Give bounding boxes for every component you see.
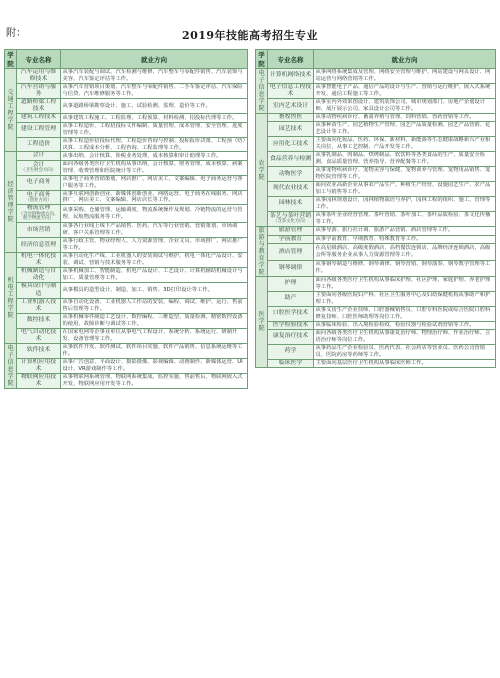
major-cell bbox=[17, 160, 61, 175]
employment-cell: 从事工程造价招投标代理、工程造价咨询与控制、投标报价决策、工程预（结）决算、工程成本分析、工程咨询、工程监理等工作。 bbox=[61, 137, 248, 152]
table-row bbox=[256, 306, 496, 321]
major-name: 电气自动化技术 bbox=[20, 328, 57, 342]
major-name: 机械制造与自动化 bbox=[20, 268, 57, 282]
major-note: （含冷链物流方向、航空物流方向） bbox=[18, 211, 59, 222]
major-cell bbox=[268, 182, 314, 197]
employment-cell: 面向农业高新企业从事农产品生产、种植生产经营、设施园艺生产、农产品加工与销售等工作。 bbox=[314, 182, 496, 197]
major-cell bbox=[268, 276, 314, 291]
table-row bbox=[5, 84, 248, 99]
college-cell: 交通工程学院 bbox=[5, 69, 17, 152]
table-row bbox=[256, 359, 496, 367]
major-name: 室内艺术设计 bbox=[272, 102, 309, 109]
employment-cell: 从事导游、旅行社计调、旅游产品营销、酒店管理等工作。 bbox=[314, 226, 496, 235]
major-note: （卫生财会方向） bbox=[20, 167, 57, 173]
major-name: 市场营销 bbox=[26, 226, 51, 233]
table-row bbox=[256, 114, 496, 122]
college-header: 学院 bbox=[5, 50, 17, 69]
major-cell bbox=[268, 244, 314, 260]
employment-cell: 从事汽车装配与调试、汽车检测与维修、汽车整车与零配件销售、汽车装饰与美容、汽车鉴定评估等工作。 bbox=[61, 69, 248, 84]
major-cell bbox=[17, 84, 61, 99]
major-name: 动物医学 bbox=[278, 170, 303, 177]
major-cell bbox=[17, 99, 61, 114]
major-cell bbox=[17, 298, 61, 313]
major-cell bbox=[17, 223, 61, 238]
table-row bbox=[256, 122, 496, 137]
table-row bbox=[5, 99, 248, 114]
table-row bbox=[256, 182, 496, 197]
table-row bbox=[256, 83, 496, 98]
major-cell bbox=[17, 253, 61, 268]
major-cell bbox=[268, 137, 314, 152]
major-cell bbox=[268, 226, 314, 235]
table-row bbox=[5, 114, 248, 122]
major-name: 道路桥梁工程技术 bbox=[20, 99, 57, 113]
major-header: 专业名称 bbox=[17, 50, 61, 69]
major-cell bbox=[268, 306, 314, 321]
major-cell bbox=[17, 328, 61, 343]
major-name: 药学 bbox=[284, 348, 297, 355]
major-cell bbox=[17, 343, 61, 358]
table-row bbox=[5, 238, 248, 253]
table-row bbox=[256, 235, 496, 244]
major-name: 汽车运用与维修技术 bbox=[20, 69, 57, 83]
header-row bbox=[5, 50, 248, 69]
college-cell: 经济管理学院 bbox=[5, 152, 17, 253]
table-row bbox=[5, 152, 248, 160]
major-name: 会计 bbox=[32, 152, 45, 159]
table-row bbox=[5, 253, 248, 268]
major-name: 康复治疗技术 bbox=[272, 333, 309, 340]
college-cell: 医学院 bbox=[256, 276, 268, 367]
major-cell bbox=[268, 99, 314, 114]
college-cell: 电子信息学院 bbox=[256, 69, 268, 114]
major-name: 现代农业技术 bbox=[272, 185, 309, 192]
header-row bbox=[256, 50, 496, 69]
college-cell: 电子信息学院 bbox=[5, 343, 17, 388]
major-name: 建筑工程技术 bbox=[20, 114, 57, 121]
table-row bbox=[5, 313, 248, 328]
major-cell bbox=[268, 83, 314, 98]
major-name: 计算机应用技术 bbox=[20, 358, 57, 372]
table-row bbox=[256, 69, 496, 84]
employment-cell: 从事种苗生产、园艺植物生产管理、园艺产品质量检测、园艺产品营销、花艺设计等工作。 bbox=[314, 122, 496, 137]
employment-cell: 从事出纳、会计核算、涉税业务处理、成本核算和审计助理等工作。 bbox=[61, 152, 248, 160]
employment-cell: 从事汽车营销项目策划、汽车整车与零配件销售、二手车鉴定评估、汽车保险与信贷、汽车维修服务等工作。 bbox=[61, 84, 248, 99]
employment-header: 就业方向 bbox=[61, 50, 248, 69]
employment-cell: 从事学前教育、早期教育、特殊教育等工作。 bbox=[314, 235, 496, 244]
employment-cell: 从事自动化设备、工业机器人工作站的安装、编程、调试、维护、运行、售前售后管理等工作。 bbox=[61, 298, 248, 313]
major-cell bbox=[268, 114, 314, 122]
table-row bbox=[256, 344, 496, 359]
major-cell bbox=[268, 359, 314, 367]
major-cell bbox=[17, 268, 61, 283]
major-cell bbox=[17, 137, 61, 152]
employment-cell: 从事义齿生产企业技师、口腔器械销售员、口腔专科医院或综合医院口腔科修复技师、口腔医师助理等岗位工作。 bbox=[314, 306, 496, 321]
table-row bbox=[5, 137, 248, 152]
major-name: 工程造价 bbox=[26, 140, 51, 147]
employment-cell: 面向各级各类医疗卫生机构从事康复治疗师、物理治疗师、作业治疗师、言语治疗师等岗位工作。 bbox=[314, 329, 496, 344]
major-cell bbox=[268, 260, 314, 276]
major-name: 经济信息管理 bbox=[20, 241, 57, 248]
major-name: 汽车营销与服务 bbox=[20, 84, 57, 98]
page-title: 2019年技能高考招生专业 bbox=[181, 29, 319, 42]
employment-cell: 从事软件开发、软件测试、软件项目实施、软件产品销售、信息系统运维等工作。 bbox=[61, 343, 248, 358]
employment-cell: 在国家电网等企事业单位从事电气工程设计、系统分析、系统运行、研制开发、设备管理等工作。 bbox=[61, 328, 248, 343]
major-name: 护理 bbox=[284, 280, 297, 287]
table-row bbox=[256, 152, 496, 167]
table-row bbox=[5, 343, 248, 358]
table-row bbox=[256, 321, 496, 329]
college-cell: 农学院 bbox=[256, 114, 268, 227]
major-name: 医学检验技术 bbox=[272, 321, 309, 328]
major-name: 工业机器人技术 bbox=[20, 298, 57, 312]
employment-cell: 从事广告创意、平面设计、摄影摄像、影视编辑、动画制作、新媒体运营、UI设计、VR游戏制作等工作。 bbox=[61, 358, 248, 373]
college-cell: 机电工程学院 bbox=[5, 253, 17, 344]
major-cell bbox=[17, 238, 61, 253]
employment-cell: 从事电子商务营销策划、网店推广、网店美工、文案编辑、电子商务运营与客户服务等工作。 bbox=[61, 175, 248, 190]
table-row bbox=[5, 298, 248, 313]
employment-cell: 从事临床检验、出入境检验检疫、检验仪器与检验试剂营销等工作。 bbox=[314, 321, 496, 329]
employment-cell: 主要面向各级医院妇产科、社区卫生服务中心及妇幼保健机构从事助产和护理工作。 bbox=[314, 291, 496, 306]
major-cell bbox=[17, 190, 61, 205]
major-cell bbox=[268, 152, 314, 167]
major-cell bbox=[17, 69, 61, 84]
employment-cell: 从事自动化生产线、工业机器人的安装调试与维护，机电一体化产品设计、安装、调试、营销与技术服务等工作。 bbox=[61, 253, 248, 268]
left-table bbox=[4, 49, 248, 389]
major-name: 物联网应用技术 bbox=[20, 374, 57, 388]
employment-cell: 从事园林规划设计，园林植物栽培与养护，园林工程的组织、施工、管理等工作。 bbox=[314, 197, 496, 212]
major-cell bbox=[17, 152, 61, 160]
major-name: 临床医学 bbox=[278, 359, 303, 366]
college-cell: 旅游与教育学院 bbox=[256, 226, 268, 276]
employment-cell: 从事钢琴制造与维修、钢琴调律、钢琴营销、钢琴演奏、钢琴教学管理等工作。 bbox=[314, 260, 496, 276]
employment-cell: 从事室内外效果图设计、建筑装饰公司、城市规划部门、房地产企划设计师、展厅展示公司、家具设计公司等工作。 bbox=[314, 99, 496, 114]
major-cell bbox=[268, 197, 314, 212]
major-cell bbox=[17, 175, 61, 190]
major-name: 模具设计与制造 bbox=[20, 283, 57, 297]
college-header: 学院 bbox=[256, 50, 268, 69]
table-row bbox=[256, 329, 496, 344]
major-cell bbox=[17, 205, 61, 223]
employment-cell: 从事采购、仓储管理、运输调度、物流系统操作及规划、冷链物流的运营与管理、民航物流服务等工作。 bbox=[61, 205, 248, 223]
major-cell bbox=[17, 122, 61, 137]
major-name: 茶艺与茶叶营销 bbox=[269, 213, 312, 219]
major-name: 计算机网络技术 bbox=[269, 72, 312, 79]
major-cell bbox=[268, 321, 314, 329]
table-row bbox=[5, 175, 248, 190]
employment-cell: 从事道路桥梁勘察设计、施工、试验检测、监理、造价等工作。 bbox=[61, 99, 248, 114]
table-row bbox=[256, 211, 496, 226]
table-row bbox=[5, 160, 248, 175]
major-name: 旅游管理 bbox=[278, 227, 303, 234]
major-name: 物流管理 bbox=[26, 205, 51, 212]
major-cell bbox=[268, 344, 314, 359]
employment-cell: 从事工程造价、工程招投标文件编制、质量管理、成本管理、安全管理、进度管理等工作。 bbox=[61, 122, 248, 137]
employment-cell: 从事网络系统集成及管理、网络安全管理与维护、网站建设与网页设计、网站运营与网络营销等工作。 bbox=[314, 69, 496, 84]
table-row bbox=[5, 223, 248, 238]
table-row bbox=[256, 99, 496, 114]
major-cell bbox=[268, 69, 314, 84]
major-cell bbox=[268, 235, 314, 244]
major-name: 电子商务 bbox=[26, 178, 51, 185]
table-row bbox=[5, 328, 248, 343]
employment-cell: 面向各级各类医疗卫生机构从事出纳、会计核算、财务管理、成本核算、病案管理、收费管理和医院统计等工作。 bbox=[61, 160, 248, 175]
employment-cell: 从事智能电子产品、通信产品的设计与生产、营销与运行维护，嵌入式系统开发、通信工程施工等工作。 bbox=[314, 83, 496, 98]
major-name: 畜牧兽医 bbox=[278, 114, 303, 121]
major-cell bbox=[268, 291, 314, 306]
employment-cell: 从事建筑工程施工、工程监理、工程预算、材料检测、招投标代理等工作。 bbox=[61, 114, 248, 122]
table-row bbox=[256, 291, 496, 306]
major-name: 口腔医学技术 bbox=[272, 310, 309, 317]
employment-cell: 从事物联网系统管理、物联网系统集成、监控实施、售前售后、物联网嵌入式开发、物联网应用开发等工作。 bbox=[61, 374, 248, 389]
table-row bbox=[256, 226, 496, 235]
major-note: （含茶文化方向） bbox=[272, 219, 309, 225]
major-cell bbox=[268, 122, 314, 137]
table-row bbox=[5, 358, 248, 373]
attachment-label: 附： bbox=[6, 28, 26, 39]
table-row bbox=[256, 244, 496, 260]
right-table bbox=[255, 49, 496, 368]
major-name: 园林技术 bbox=[278, 200, 303, 207]
table-row bbox=[5, 374, 248, 389]
table-row bbox=[256, 197, 496, 212]
major-name: 电子商务 bbox=[26, 191, 51, 198]
employment-cell: 从事模具的造型设计、制造、加工、销售、3D打印设计等工作。 bbox=[61, 283, 248, 298]
major-name: 数控技术 bbox=[26, 317, 51, 324]
table-row bbox=[5, 283, 248, 298]
employment-cell: 从事乳制品、肉制品、烘烤制品、软饮料等各类食品的生产、质量安全检测、食品质量管理、营养指导、营养配餐等工作。 bbox=[314, 152, 496, 167]
major-name: 软件技术 bbox=[26, 347, 51, 354]
major-name: 酒店管理 bbox=[278, 248, 303, 255]
table-row bbox=[256, 260, 496, 276]
employment-cell: 从事药品生产企业检验员、医药代表、社会药店等营业员、医药公司营销员、医院药房等药师等工作。 bbox=[314, 344, 496, 359]
employment-cell: 从事互联网创新创业、新媒体创新创业、网络运营、电子商务在线服务、网店推广、网店美工、文案编辑、网店店长等工作。 bbox=[61, 190, 248, 205]
table-row bbox=[256, 137, 496, 152]
major-note: （创业方向） bbox=[25, 197, 52, 203]
major-name: 建设工程管理 bbox=[20, 125, 57, 132]
major-name: 机电一体化技术 bbox=[20, 253, 57, 267]
major-name: 助产 bbox=[284, 295, 297, 302]
table-row bbox=[5, 268, 248, 283]
table-row bbox=[5, 122, 248, 137]
major-cell bbox=[17, 114, 61, 122]
major-header: 专业名称 bbox=[268, 50, 314, 69]
employment-cell: 从事行政主管、物业经理人、人力资源管理、企业文员、市场推广、网店推广等工作。 bbox=[61, 238, 248, 253]
employment-cell: 在高星级酒店、高级度假酒店、高档餐饮连锁店、品牌经济连锁酒店、高级会所等服务企业从事人力资源管理等工作。 bbox=[314, 244, 496, 260]
major-cell bbox=[17, 358, 61, 373]
employment-header: 就业方向 bbox=[314, 50, 496, 69]
employment-cell: 从事动物疾病诊疗、畜禽养殖与管理、饲料营销、兽药营销等工作。 bbox=[314, 114, 496, 122]
major-cell bbox=[268, 167, 314, 182]
major-cell bbox=[17, 313, 61, 328]
major-name: 学前教育 bbox=[278, 236, 303, 243]
table-row bbox=[256, 167, 496, 182]
major-name: 钢琴调律 bbox=[278, 264, 303, 271]
table-row bbox=[256, 276, 496, 291]
major-cell bbox=[268, 211, 314, 226]
table-row bbox=[5, 205, 248, 223]
employment-cell: 主要面向基层医疗卫生机构从事临床医师工作。 bbox=[314, 359, 496, 367]
major-cell bbox=[268, 329, 314, 344]
major-name: 会计 bbox=[32, 161, 45, 168]
major-name: 食品营养与检测 bbox=[269, 155, 312, 162]
employment-cell: 从事宠物疾病诊疗、宠物美容与保健、宠物训养与管理、宠物用品销售、宠物医院管理等工作。 bbox=[314, 167, 496, 182]
major-name: 电子信息工程技术 bbox=[269, 83, 312, 98]
table-row bbox=[5, 69, 248, 84]
major-cell bbox=[17, 374, 61, 389]
table-row bbox=[5, 190, 248, 205]
major-cell bbox=[17, 283, 61, 298]
employment-cell: 面向各级各类医疗卫生机构从事临床护理、社区护理、家庭护理、养老护理等工作。 bbox=[314, 276, 496, 291]
employment-cell: 从事各行业线上线下产品销售、医药、汽车等行业营销、营销策划、市场调研、客户关系管理等工作。 bbox=[61, 223, 248, 238]
employment-cell: 主要面向化妆品、医药、环保、新材料、新能源等生态健康战略新兴产业相关岗位，从事工艺控制、产品开发等工作。 bbox=[314, 137, 496, 152]
employment-cell: 从事机械零件制造工艺设计、数控编程、三维造型、质量检测，精密数控设备的使用、故障诊断与调试等工作。 bbox=[61, 313, 248, 328]
major-name: 应用化工技术 bbox=[272, 140, 309, 147]
major-name: 园艺技术 bbox=[278, 125, 303, 132]
employment-cell: 从事茶叶企业经营管理、茶叶营销、茶叶加工、茶叶品质检验、茶文化传播等工作。 bbox=[314, 211, 496, 226]
employment-cell: 从事机械加工、智能制造、机电产品设计、工艺设计、计算机辅助机械设计与加工、质量管理等工作。 bbox=[61, 268, 248, 283]
